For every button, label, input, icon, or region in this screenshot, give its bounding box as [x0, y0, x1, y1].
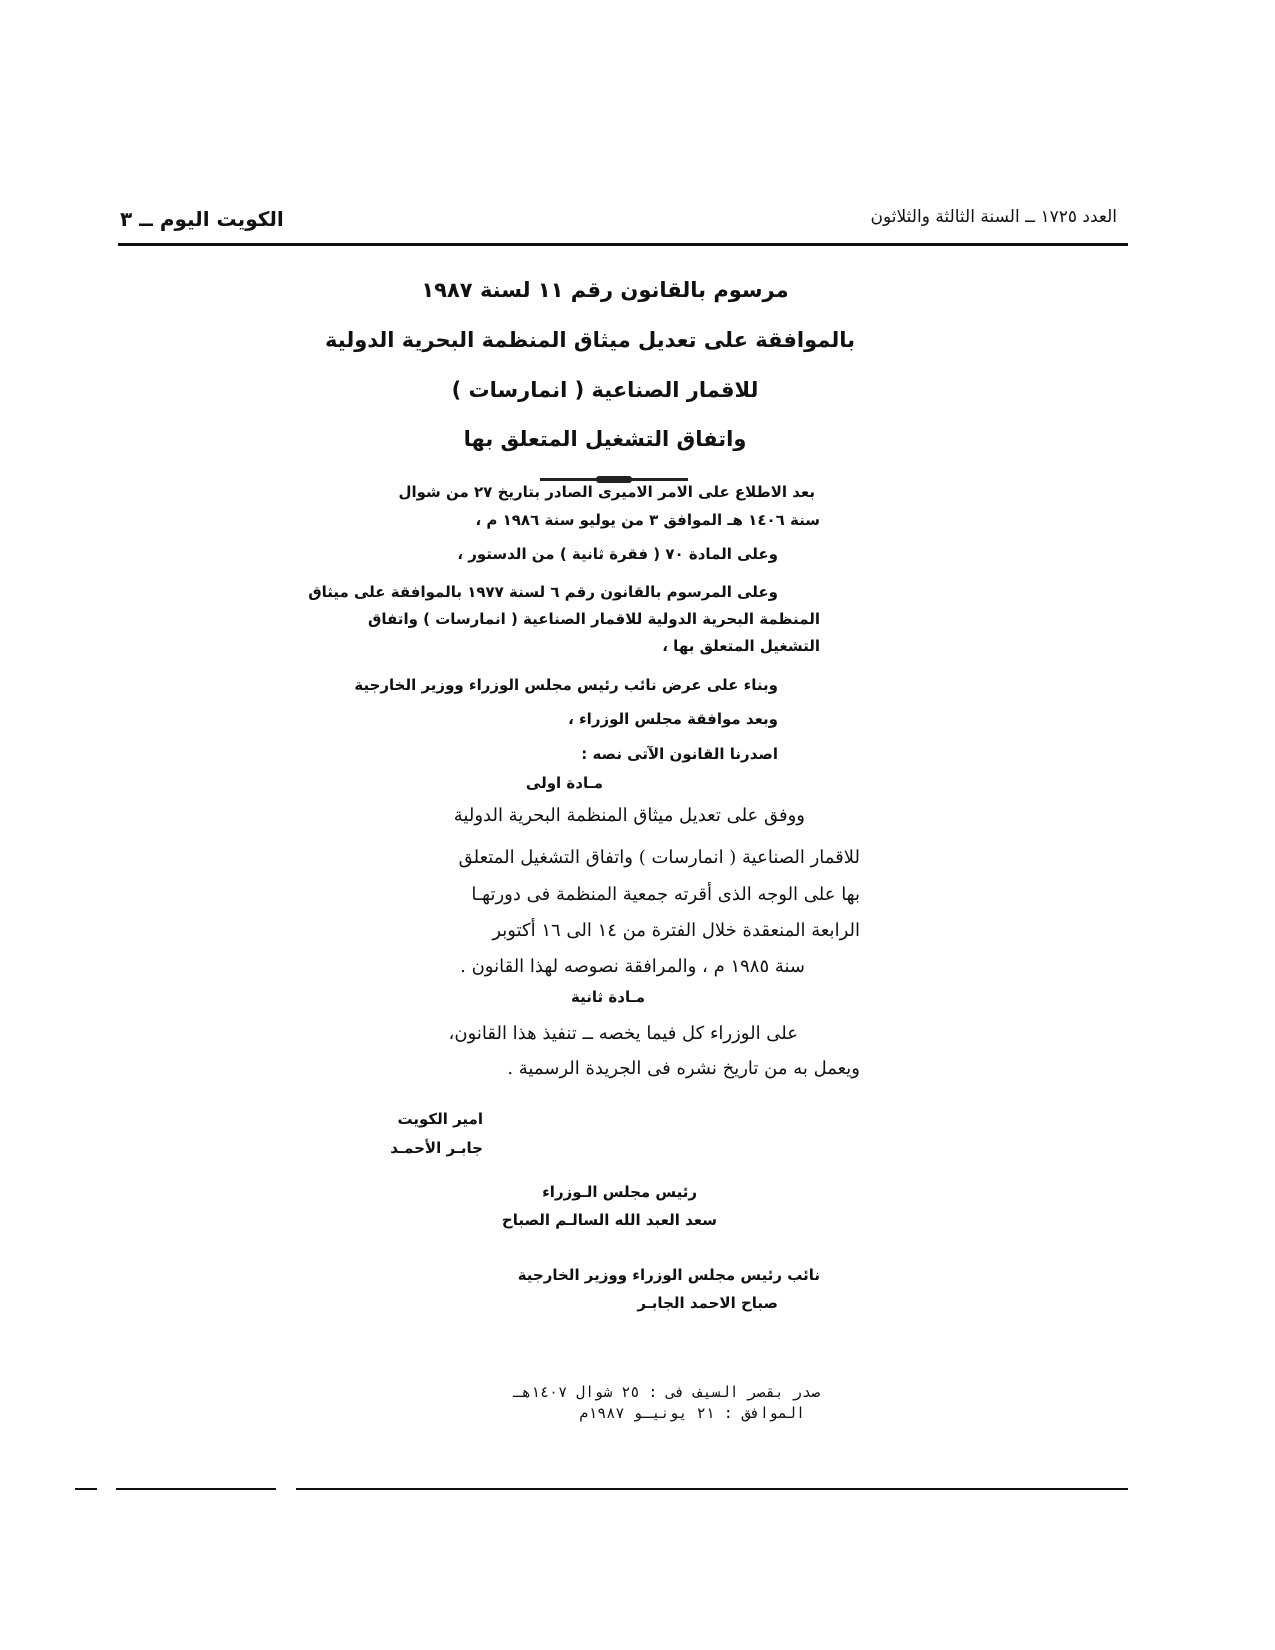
preamble-line: وبعد موافقة مجلس الوزراء ،	[568, 710, 778, 728]
prime-minister-name: سعد العبد الله السالـم الصباح	[501, 1211, 717, 1229]
preamble-line: وعلى المرسوم بالقانون رقم ٦ لسنة ١٩٧٧ بالموافقة على ميثاق	[308, 583, 778, 601]
article-2-line: على الوزراء كل فيما يخصه ــ تنفيذ هذا القانون،	[448, 1023, 798, 1044]
preamble-line: اصدرنا القانون الآتى نصه :	[581, 745, 778, 763]
preamble-line: سنة ١٤٠٦ هـ الموافق ٣ من يوليو سنة ١٩٨٦ م ،	[475, 511, 820, 529]
article-1-line: ووفق على تعديل ميثاق المنظمة البحرية الدولية	[453, 805, 805, 826]
title-ornament-divider	[540, 478, 688, 481]
header-divider	[118, 243, 1128, 246]
decree-subtitle-line-3: واتفاق التشغيل المتعلق بها	[463, 427, 747, 451]
footer-divider	[296, 1488, 1128, 1490]
preamble-line: التشغيل المتعلق بها ،	[662, 637, 820, 655]
article-2-heading: مـادة ثانية	[571, 988, 645, 1006]
prime-minister-title: رئيس مجلس الـوزراء	[542, 1183, 697, 1201]
issue-number: العدد ١٧٢٥ ــ السنة الثالثة والثلاثون	[870, 207, 1117, 227]
amir-title: امير الكويت	[397, 1110, 483, 1128]
article-1-line: سنة ١٩٨٥ م ، والمرافقة نصوصه لهذا القانون .	[460, 956, 805, 977]
article-1-heading: مـادة اولى	[525, 774, 603, 792]
deputy-prime-minister-title: نائب رئيس مجلس الوزراء ووزير الخارجية	[517, 1266, 820, 1284]
footer-divider	[116, 1488, 276, 1490]
decree-title: مرسوم بالقانون رقم ١١ لسنة ١٩٨٧	[421, 278, 789, 302]
preamble-line: بعد الاطلاع على الامر الاميرى الصادر بتاريخ ٢٧ من شوال	[398, 483, 815, 501]
deputy-prime-minister-name: صباح الاحمد الجابـر	[637, 1294, 778, 1312]
preamble-line: وعلى المادة ٧٠ ( فقرة ثانية ) من الدستور ،	[457, 545, 778, 563]
amir-signature-name: جابـر الأحمـد	[390, 1139, 483, 1157]
article-1-line: للاقمار الصناعية ( انمارسات ) واتفاق التشغيل المتعلق	[458, 847, 860, 868]
article-1-line: بها على الوجه الذى أقرته جمعية المنظمة فى دورتهـا	[471, 884, 860, 905]
article-2-line: ويعمل به من تاريخ نشره فى الجريدة الرسمية .	[507, 1058, 860, 1079]
newspaper-name: الكويت اليوم ــ ٣	[120, 207, 284, 231]
issued-place-date: صدر بقصر السيف فى : ٢٥ شوال ١٤٠٧هـ	[512, 1383, 820, 1401]
decree-subtitle-line-1: بالموافقة على تعديل ميثاق المنظمة البحرية الدولية	[325, 328, 855, 352]
preamble-line: وبناء على عرض نائب رئيس مجلس الوزراء ووزير الخارجية	[354, 676, 778, 694]
footer-divider	[75, 1488, 97, 1490]
article-1-line: الرابعة المنعقدة خلال الفترة من ١٤ الى ١٦ أكتوبر	[492, 920, 860, 941]
decree-subtitle-line-2: للاقمار الصناعية ( انمارسات )	[451, 378, 759, 402]
issued-gregorian-date: الموافق : ٢١ يونيـو ١٩٨٧م	[579, 1404, 805, 1422]
preamble-line: المنظمة البحرية الدولية للاقمار الصناعية ( انمارسات ) واتفاق	[367, 610, 820, 628]
